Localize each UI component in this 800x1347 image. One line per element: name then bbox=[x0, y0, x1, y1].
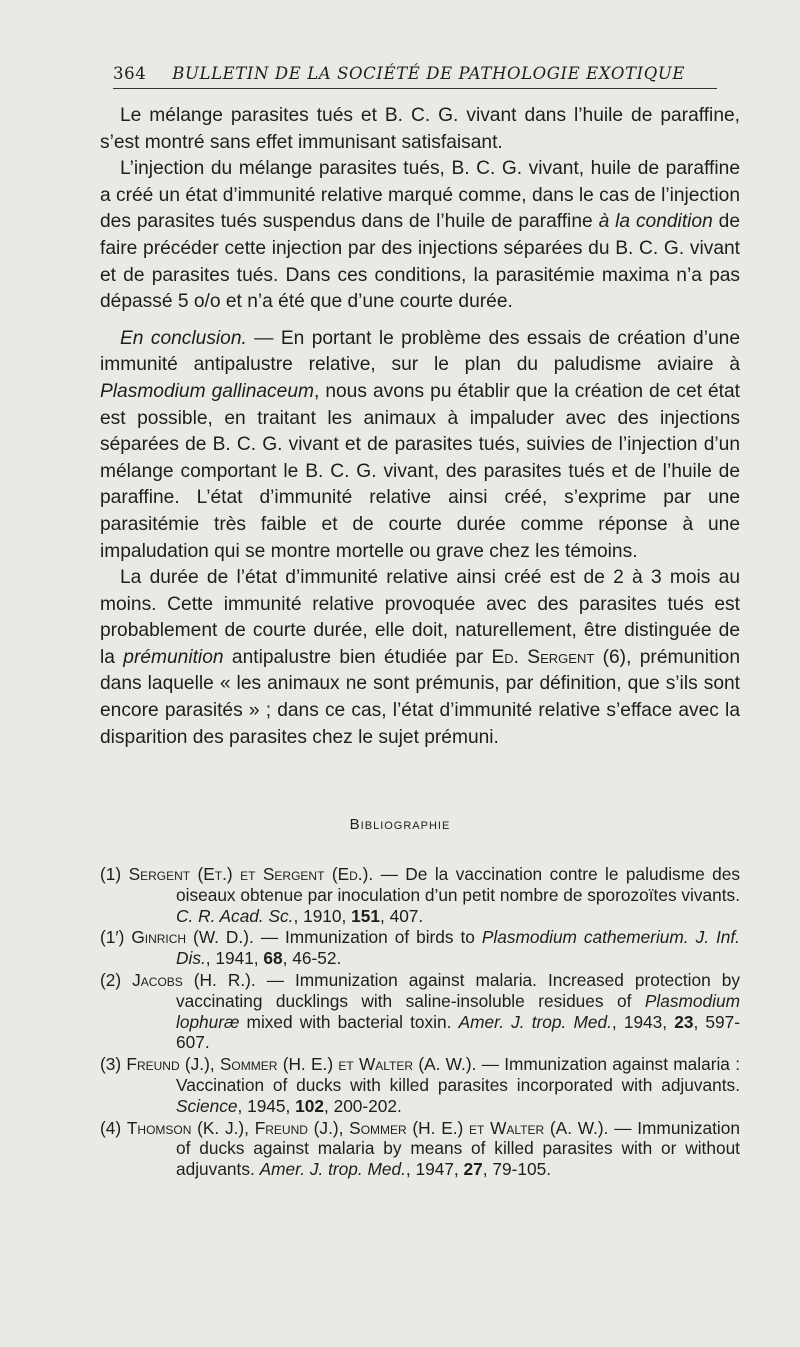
paragraph-conclusion bbox=[100, 326, 740, 565]
reference-pages: , 46-52. bbox=[282, 948, 342, 969]
bibliography-heading: Bibliographie bbox=[349, 816, 451, 833]
reference-year: , 1947, bbox=[405, 1159, 464, 1180]
reference-title: — De la vaccination contre le paludisme des oiseaux obtenue par inoculation d’un petit nombre de sporozoïtes vivants. bbox=[176, 864, 740, 905]
reference-authors: Sergent (Et.) et Sergent (Ed.). bbox=[128, 864, 374, 884]
reference-species: Plasmodium lophuræ bbox=[176, 990, 740, 1032]
reference-item bbox=[100, 1054, 740, 1116]
reference-volume: 68 bbox=[263, 948, 283, 969]
reference-item bbox=[100, 927, 740, 969]
reference-pages: , 597-607. bbox=[176, 1011, 740, 1053]
reference-number: (3) bbox=[100, 1054, 127, 1075]
paragraph-2-emphasis: à la condition bbox=[598, 211, 713, 233]
paragraph-1 bbox=[100, 103, 740, 156]
reference-year: , 1941, bbox=[205, 948, 264, 969]
paragraph-2 bbox=[100, 156, 740, 316]
reference-volume: 151 bbox=[351, 905, 380, 926]
running-header bbox=[113, 64, 717, 89]
reference-number: (4) bbox=[100, 1117, 127, 1138]
paragraph-4 bbox=[100, 565, 740, 751]
reference-journal: Amer. J. trop. Med. bbox=[259, 1159, 406, 1180]
reference-year: , 1945, bbox=[237, 1095, 296, 1116]
paragraph-3-text-b: , nous avons pu établir que la création de cet état est possible, en traitant les animaux à impaluder avec des injections séparées de B. C. G. vivant et de parasites tués, suivies de l’injection d’un mélange comportant le B. C. G. vivant, des parasites tués et de l’huile de paraffine. L’état d’immunité relative ainsi créé, s’exprime par une parasitémie très faible et de courte durée comme réponse à une impaludation qui se montre mortelle ou grave chez les témoins. bbox=[100, 380, 741, 562]
reference-authors: Jacobs (H. R.). bbox=[132, 969, 256, 990]
reference-number: (1′) bbox=[100, 927, 132, 948]
reference-title: — Immunization of birds to bbox=[253, 927, 482, 948]
species-name: Plasmodium gallinaceum bbox=[100, 380, 314, 402]
reference-journal: J. Inf. Dis. bbox=[176, 927, 740, 969]
reference-item bbox=[100, 864, 740, 926]
author-name: Ed. Sergent bbox=[491, 646, 595, 668]
paragraph-3-text-a: — En portant le problème des essais de création d’une immunité antipalustre relative, sur le plan du paludisme aviaire à bbox=[100, 327, 740, 376]
paragraph-4-text-a: La durée de l’état d’immunité relative ainsi créé est de 2 à 3 mois au moins. Cette immunité relative provoquée avec des parasites tués est probablement de courte durée, elle doit, naturellement, être distinguée de la bbox=[100, 567, 740, 668]
reference-volume: 23 bbox=[674, 1011, 694, 1032]
reference-year: , 1910, bbox=[293, 905, 352, 926]
reference-item bbox=[100, 1118, 740, 1180]
paragraph-2-text-b: de faire précéder cette injection par des injections séparées du B. C. G. vivant et de parasites tués. Dans ces conditions, la parasitémie maxima n’a pas dépassé 5 o/o et n’a été que d’une courte durée. bbox=[100, 211, 740, 313]
reference-pages: , 200-202. bbox=[323, 1095, 402, 1116]
reference-title: — Immunization of ducks against malaria by means of killed parasites with or without adjuvants. bbox=[176, 1117, 740, 1180]
page-number: 364 bbox=[113, 64, 147, 83]
reference-authors: Freund (J.), Sommer (H. E.) et Walter (A. W.). bbox=[126, 1054, 477, 1075]
conclusion-heading: En conclusion. bbox=[120, 327, 247, 349]
paragraph-4-text-b: antipalustre bien étudiée par bbox=[223, 646, 492, 668]
bibliography-list bbox=[100, 864, 740, 1181]
reference-authors: Ginrich (W. D.). bbox=[131, 927, 254, 948]
reference-journal: C. R. Acad. Sc. bbox=[176, 905, 294, 926]
paragraph-4-emphasis: prémunition bbox=[123, 646, 224, 668]
reference-year: , 1943, bbox=[611, 1011, 675, 1032]
reference-species: Plasmodium cathemerium. bbox=[481, 927, 689, 948]
reference-pages: , 407. bbox=[379, 905, 424, 926]
reference-authors: Thomson (K. J.), Freund (J.), Sommer (H. E.) et Walter (A. W.). bbox=[126, 1117, 609, 1138]
reference-item bbox=[100, 970, 740, 1053]
reference-title-cont: mixed with bacterial toxin. bbox=[239, 1011, 459, 1032]
reference-number: (2) bbox=[100, 969, 133, 990]
body-text bbox=[100, 103, 740, 751]
reference-journal: Amer. J. trop. Med. bbox=[458, 1011, 612, 1032]
reference-title: — Immunization against malaria : Vaccination of ducks with killed parasites incorporated with adjuvants. bbox=[176, 1054, 740, 1095]
reference-volume: 27 bbox=[463, 1159, 483, 1180]
reference-number: (1) bbox=[100, 864, 129, 884]
reference-journal: Science bbox=[176, 1095, 238, 1116]
paragraph-1-text: Le mélange parasites tués et B. C. G. vivant dans l’huile de paraffine, s’est montré sans effet immunisant satisfaisant. bbox=[100, 105, 740, 153]
reference-title: — Immunization against malaria. Increased protection by vaccinating ducklings with saline-insoluble residues of bbox=[176, 969, 741, 1011]
journal-title: BULLETIN DE LA SOCIÉTÉ DE PATHOLOGIE EXOTIQUE bbox=[172, 64, 685, 83]
reference-pages: , 79-105. bbox=[482, 1159, 551, 1180]
reference-volume: 102 bbox=[295, 1095, 324, 1116]
paragraph-2-text-a: L’injection du mélange parasites tués, B. C. G. vivant, huile de paraffine a créé un état d’immunité relative marqué comme, dans le cas de l’injection des parasites tués suspendus dans de l’huile de paraffine bbox=[100, 158, 740, 233]
paragraph-4-text-c: (6), prémunition dans laquelle « les animaux ne sont prémunis, par définition, que s’ils sont encore parasités » ; dans ce cas, l’état d’immunité relative s’efface avec la disparition des parasites chez le sujet prémuni. bbox=[100, 646, 741, 748]
